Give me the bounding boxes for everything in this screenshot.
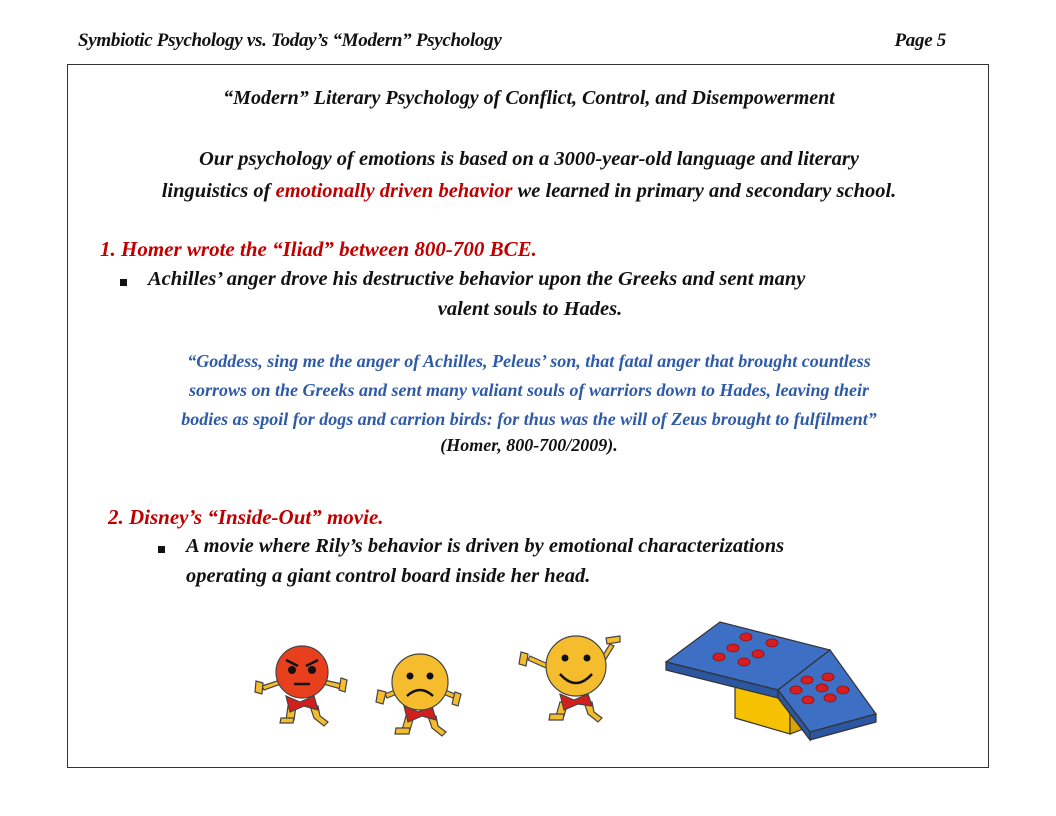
intro-line-1: Our psychology of emotions is based on a 3000-year-old language and literary bbox=[199, 148, 859, 170]
quote-line-3: bodies as spoil for dogs and carrion birds: for thus was the will of Zeus brought to fulfilment” bbox=[181, 409, 877, 429]
header-title: Symbiotic Psychology vs. Today’s “Modern” Psychology bbox=[78, 30, 502, 51]
page-number: Page 5 bbox=[894, 30, 946, 51]
quote-citation: (Homer, 800-700/2009). bbox=[440, 435, 618, 455]
happy-face-icon bbox=[519, 636, 620, 722]
quote-line-1: “Goddess, sing me the anger of Achilles, Peleus’ son, that fatal anger that brought countless bbox=[187, 351, 871, 371]
bullet-achilles-line-2: valent souls to Hades. bbox=[437, 298, 623, 320]
bullet-inside-out-line-2: operating a giant control board inside her head. bbox=[186, 565, 591, 587]
heading-homer: 1. Homer wrote the “Iliad” between 800-700 BCE. bbox=[100, 237, 537, 261]
sad-face-icon bbox=[376, 654, 461, 736]
intro-line-2-start: linguistics of bbox=[161, 180, 276, 202]
angry-face-icon bbox=[255, 646, 347, 726]
section-subtitle: “Modern” Literary Psychology of Conflict, Control, and Disempowerment bbox=[223, 87, 835, 109]
quote-line-2: sorrows on the Greeks and sent many valiant souls of warriors down to Hades, leaving their bbox=[188, 380, 870, 400]
heading-inside-out: 2. Disney’s “Inside-Out” movie. bbox=[108, 505, 384, 529]
bullet-inside-out-line-1: A movie where Rily’s behavior is driven by emotional characterizations bbox=[186, 535, 785, 557]
bullet-achilles-line-1: Achilles’ anger drove his destructive behavior upon the Greeks and sent many bbox=[148, 268, 806, 290]
intro-highlight: emotionally driven behavior bbox=[275, 180, 513, 202]
control-board-icon bbox=[666, 622, 876, 740]
intro-line-2-end: we learned in primary and secondary school. bbox=[512, 180, 897, 202]
